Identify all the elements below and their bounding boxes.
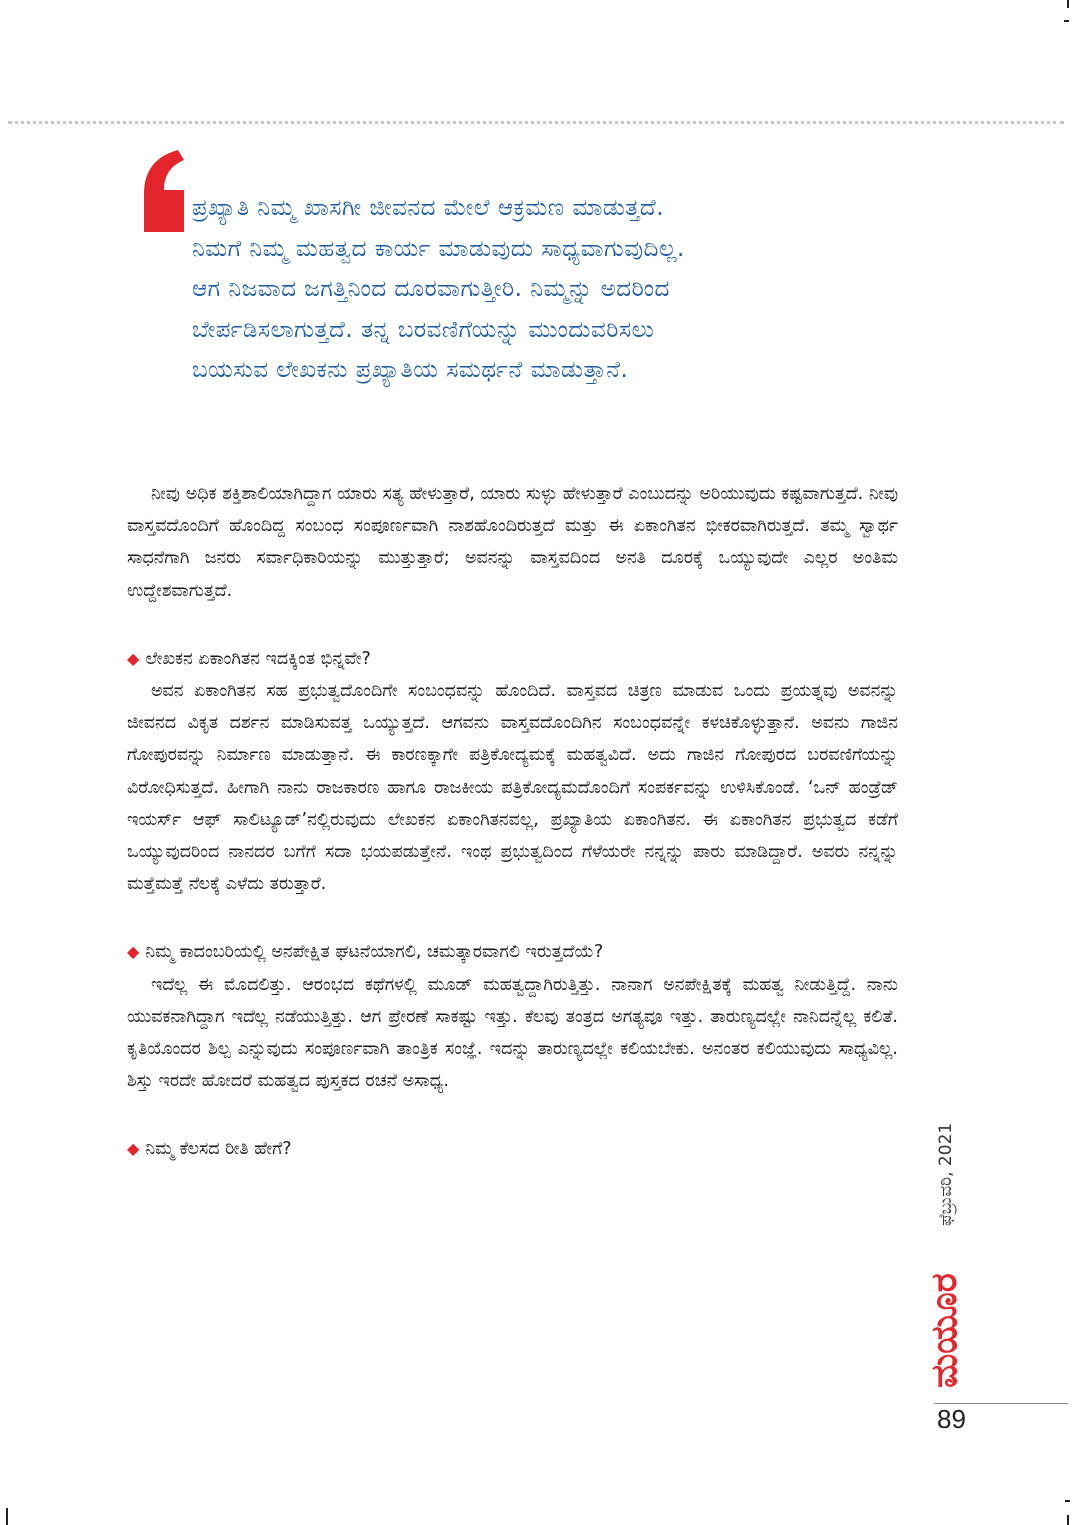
question-heading bbox=[127, 936, 898, 968]
magazine-logo-text: ಮಯೂರ bbox=[924, 1273, 965, 1388]
article-body bbox=[127, 478, 898, 1166]
question-heading bbox=[127, 643, 898, 675]
intro-paragraph: ನೀವು ಅಧಿಕ ಶಕ್ತಿಶಾಲಿಯಾಗಿದ್ದಾಗ ಯಾರು ಸತ್ಯ ಹೇಳುತ್ತಾರೆ, ಯಾರು ಸುಳ್ಳು ಹೇಳುತ್ತಾರೆ ಎಂಬುದನ್ನು ಅರಿಯುವುದು ಕಷ್ಟವಾಗುತ್ತದೆ. ನೀವು ವಾಸ್ತವದೊಂದಿಗೆ ಹೊಂದಿದ್ದ ಸಂಬಂಧ ಸಂಪೂರ್ಣವಾಗಿ ನಾಶಹೊಂದಿರುತ್ತದೆ ಮತ್ತು ಈ ಏಕಾಂಗಿತನ ಭೀಕರವಾಗಿರುತ್ತದೆ. ತಮ್ಮ ಸ್ವಾರ್ಥ ಸಾಧನೆಗಾಗಿ ಜನರು ಸರ್ವಾಧಿಕಾರಿಯನ್ನು ಮುತ್ತುತ್ತಾರೆ; ಅವನನ್ನು ವಾಸ್ತವದಿಂದ ಅನತಿ ದೂರಕ್ಕೆ ಒಯ್ಯುವುದೇ ಎಲ್ಲರ ಅಂತಿಮ ಉದ್ದೇಶವಾಗುತ್ತದೆ. bbox=[127, 484, 898, 601]
crop-mark-bottom-right bbox=[1065, 1500, 1070, 1502]
diamond-bullet-icon: ◆ bbox=[127, 648, 140, 668]
answer-paragraph: ಅವನ ಏಕಾಂಗಿತನ ಸಹ ಪ್ರಭುತ್ವದೊಂದಿಗೇ ಸಂಬಂಧವನ್ನು ಹೊಂದಿದೆ. ವಾಸ್ತವದ ಚಿತ್ರಣ ಮಾಡುವ ಒಂದು ಪ್ರಯತ್ನವು ಅವನನ್ನು ಜೀವನದ ವಿಕೃತ ದರ್ಶನ ಮಾಡಿಸುವತ್ತ ಒಯ್ಯುತ್ತದೆ. ಆಗವನು ವಾಸ್ತವದೊಂದಿಗಿನ ಸಂಬಂಧವನ್ನೇ ಕಳಚಿಕೊಳ್ಳುತ್ತಾನೆ. ಅವನು ಗಾಜಿನ ಗೋಪುರವನ್ನು ನಿರ್ಮಾಣ ಮಾಡುತ್ತಾನೆ. ಈ ಕಾರಣಕ್ಕಾಗೇ ಪತ್ರಿಕೋದ್ಯಮಕ್ಕೆ ಮಹತ್ವವಿದೆ. ಅದು ಗಾಜಿನ ಗೋಪುರದ ಬರವಣಿಗೆಯನ್ನು ವಿರೋಧಿಸುತ್ತದೆ. ಹೀಗಾಗಿ ನಾನು ರಾಜಕಾರಣ ಹಾಗೂ ರಾಜಕೀಯ ಪತ್ರಿಕೋದ್ಯಮದೊಂದಿಗೆ ಸಂಪರ್ಕವನ್ನು ಉಳಿಸಿಕೊಂಡೆ. ‘ಒನ್ ಹಂಡ್ರೆಡ್ ಇಯರ್ಸ್ ಆಫ್ ಸಾಲಿಟ್ಯೂಡ್’ನಲ್ಲಿರುವುದು ಲೇಖಕನ ಏಕಾಂಗಿತನವಲ್ಲ, ಪ್ರಖ್ಯಾತಿಯ ಏಕಾಂಗಿತನ. ಈ ಏಕಾಂಗಿತನ ಪ್ರಭುತ್ವದ ಕಡೆಗೆ ಒಯ್ಯುವುದರಿಂದ ನಾನದರ ಬಗೆಗೆ ಸದಾ ಭಯಪಡುತ್ತೇನೆ. ಇಂಥ ಪ್ರಭುತ್ವದಿಂದ ಗೆಳೆಯರೇ ನನ್ನನ್ನು ಪಾರು ಮಾಡಿದ್ದಾರೆ. ಅವರು ನನ್ನನ್ನು ಮತ್ತೆಮತ್ತೆ ನೆಲಕ್ಕೆ ಎಳೆದು ತರುತ್ತಾರೆ. bbox=[127, 681, 898, 895]
page-number: 89 bbox=[937, 1404, 966, 1434]
diamond-bullet-icon: ◆ bbox=[127, 1139, 140, 1159]
pull-quote-line: ಪ್ರಖ್ಯಾತಿ ನಿಮ್ಮ ಖಾಸಗೀ ಜೀವನದ ಮೇಲೆ ಆಕ್ರಮಣ ಮಾಡುತ್ತದೆ. bbox=[192, 195, 665, 221]
question-text: ನಿಮ್ಮ ಕೆಲಸದ ರೀತಿ ಹೇಗೆ? bbox=[145, 1139, 292, 1160]
pull-quote bbox=[192, 188, 912, 391]
answer-paragraph: ಇದೆಲ್ಲ ಈ ಮೊದಲಿತ್ತು. ಆರಂಭದ ಕಥೆಗಳಲ್ಲಿ ಮೂಡ್ ಮಹತ್ವದ್ದಾಗಿರುತ್ತಿತ್ತು. ನಾನಾಗ ಅನಪೇಕ್ಷಿತಕ್ಕೆ ಮಹತ್ವ ನೀಡುತ್ತಿದ್ದೆ. ನಾನು ಯುವಕನಾಗಿದ್ದಾಗ ಇದೆಲ್ಲ ನಡೆಯುತ್ತಿತ್ತು. ಆಗ ಪ್ರೇರಣೆ ಸಾಕಷ್ಟು ಇತ್ತು. ಕೆಲವು ತಂತ್ರದ ಅಗತ್ಯವೂ ಇತ್ತು. ತಾರುಣ್ಯದಲ್ಲೇ ನಾನಿದನ್ನೆಲ್ಲ ಕಲಿತೆ. ಕೃತಿಯೊಂದರ ಶಿಲ್ಪ ಎನ್ನುವುದು ಸಂಪೂರ್ಣವಾಗಿ ತಾಂತ್ರಿಕ ಸಂಜ್ಞೆ. ಇದನ್ನು ತಾರುಣ್ಯದಲ್ಲೇ ಕಲಿಯಬೇಕು. ಅನಂತರ ಕಲಿಯುವುದು ಸಾಧ್ಯವಿಲ್ಲ. ಶಿಸ್ತು ಇರದೇ ಹೋದರೆ ಮಹತ್ವದ ಪುಸ್ತಕದ ರಚನೆ ಅಸಾಧ್ಯ. bbox=[127, 974, 898, 1092]
question-text: ಲೇಖಕನ ಏಕಾಂಗಿತನ ಇದಕ್ಕಿಂತ ಭಿನ್ನವೇ? bbox=[145, 648, 371, 669]
header-dotted-divider bbox=[8, 121, 1064, 124]
pull-quote-line: ಆಗ ನಿಜವಾದ ಜಗತ್ತಿನಿಂದ ದೂರವಾಗುತ್ತೀರಿ. ನಿಮ್ಮನ್ನು ಅದರಿಂದ bbox=[192, 276, 670, 302]
crop-mark-top-right-edge bbox=[1064, 20, 1069, 22]
quotation-mark-icon bbox=[140, 150, 188, 232]
crop-mark-bottom-left bbox=[6, 1508, 8, 1525]
crop-mark-top-right bbox=[1067, 0, 1069, 8]
diamond-bullet-icon: ◆ bbox=[127, 942, 140, 962]
pull-quote-line: ಬೇರ್ಪಡಿಸಲಾಗುತ್ತದೆ. ತನ್ನ ಬರವಣಿಗೆಯನ್ನು ಮುಂದುವರಿಸಲು bbox=[192, 316, 655, 343]
question-text: ನಿಮ್ಮ ಕಾದಂಬರಿಯಲ್ಲಿ ಅನಪೇಕ್ಷಿತ ಘಟನೆಯಾಗಲಿ, ಚಮತ್ಕಾರವಾಗಲಿ ಇರುತ್ತದೆಯೆ? bbox=[145, 942, 604, 963]
crop-mark-bottom-right-tick bbox=[1067, 1515, 1069, 1525]
pull-quote-line: ನಿಮಗೆ ನಿಮ್ಮ ಮಹತ್ವದ ಕಾರ್ಯ ಮಾಡುವುದು ಸಾಧ್ಯವಾಗುವುದಿಲ್ಲ. bbox=[192, 235, 685, 262]
pull-quote-line: ಬಯಸುವ ಲೇಖಕನು ಪ್ರಖ್ಯಾತಿಯ ಸಮರ್ಥನೆ ಮಾಡುತ್ತಾನೆ. bbox=[192, 357, 629, 383]
question-heading bbox=[127, 1133, 898, 1165]
issue-date-text: ಫೆಬ್ರುವರಿ, 2021 bbox=[936, 1122, 956, 1226]
